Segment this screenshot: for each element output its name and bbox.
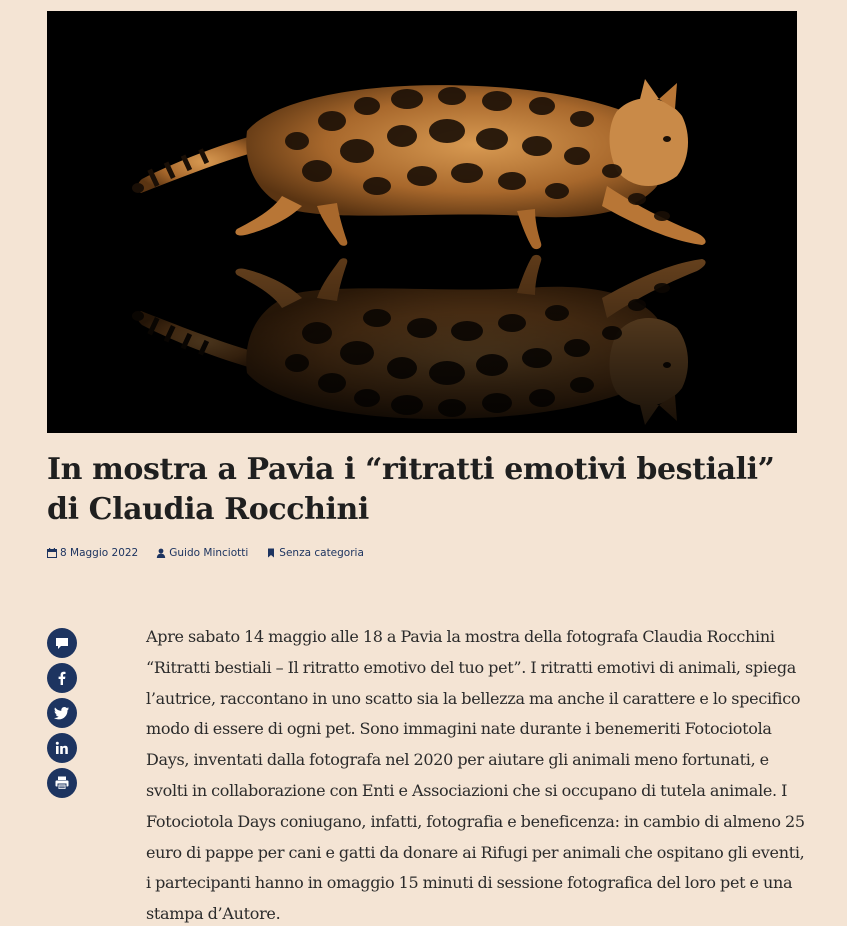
- hero-image: [47, 11, 797, 433]
- print-icon: [54, 775, 70, 791]
- cat-photo: [47, 11, 797, 433]
- user-icon: [156, 548, 166, 558]
- linkedin-share-button[interactable]: [47, 733, 77, 763]
- twitter-icon: [54, 705, 70, 721]
- post-author[interactable]: [156, 547, 248, 559]
- calendar-icon: [47, 548, 57, 558]
- facebook-icon: [54, 670, 70, 686]
- twitter-share-button[interactable]: [47, 698, 77, 728]
- article-body: Apre sabato 14 maggio alle 18 a Pavia la mostra della fotografa Claudia Rocchini “Ritratti bestiali – Il ritratto emotivo del tuo pet”. I ritratti emotivi di animali, spiega l’autrice, raccontano in uno scatto sia la bellezza ma anche il carattere e lo specifico modo di essere di ogni pet. Sono immagini nate durante i benemeriti Fotociotola Days, inventati dalla fotografa nel 2020 per aiutare gli animali meno fortunati, e svolti in collaborazione con Enti e Associazioni che si occupano di tutela animale. I Fotociotola Days coniugano, infatti, fotografia e beneficenza: in cambio di almeno 25 euro di pappe per cani e gatti da donare ai Rifugi per animali che ospitano gli eventi, i partecipanti hanno in omaggio 15 minuti di sessione fotografica del loro pet e una stampa d’Autore.: [146, 627, 805, 924]
- post-meta: [47, 547, 382, 559]
- print-button[interactable]: [47, 768, 77, 798]
- facebook-share-button[interactable]: [47, 663, 77, 693]
- post-category-text: Senza categoria: [279, 547, 364, 559]
- share-buttons: [47, 628, 77, 803]
- comment-icon: [54, 635, 70, 651]
- linkedin-icon: [54, 740, 70, 756]
- post-author-text: Guido Minciotti: [169, 547, 249, 559]
- post-category[interactable]: [266, 547, 364, 559]
- post-date-text: 8 Maggio 2022: [60, 547, 139, 559]
- article-title: In mostra a Pavia i “ritratti emotivi bestiali” di Claudia Rocchini: [47, 452, 775, 527]
- post-date[interactable]: [47, 547, 138, 559]
- bookmark-icon: [266, 548, 276, 558]
- comment-button[interactable]: [47, 628, 77, 658]
